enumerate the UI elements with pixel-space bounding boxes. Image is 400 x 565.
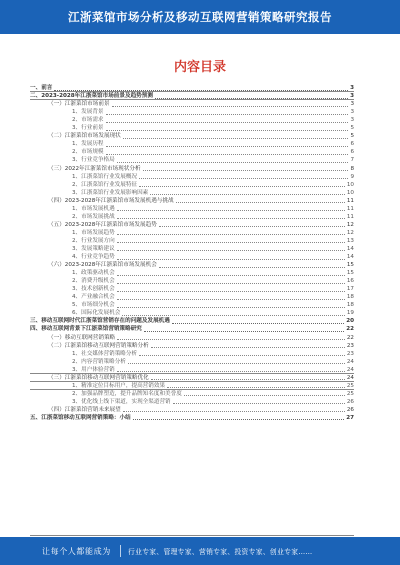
toc-entry[interactable] [30, 205, 354, 213]
toc-entry[interactable] [30, 100, 354, 108]
toc-entry-label: 3、发展策略建议 [72, 245, 115, 252]
toc-entry-page: 24 [346, 358, 354, 365]
toc-leader-dots [117, 283, 345, 284]
toc-entry-label: 2、消费升级机会 [72, 278, 115, 285]
toc-entry[interactable] [30, 197, 354, 205]
toc-leader-dots [117, 299, 345, 300]
toc-leader-dots [106, 122, 349, 123]
toc-entry[interactable] [30, 237, 354, 245]
footer-bar [0, 537, 400, 565]
toc-entry-page: 22 [346, 334, 354, 341]
toc-entry[interactable] [30, 309, 354, 317]
toc-entry-label: 四、移动互联网背景下江浙菜馆营销策略研究 [30, 326, 142, 333]
toc-entry-page: 3 [350, 85, 354, 92]
toc-entry-page: 10 [346, 189, 354, 196]
toc-entry-label: 1、发展背景 [72, 109, 104, 116]
toc-entry[interactable] [30, 229, 354, 237]
toc-entry-label: 3、江浙菜馆行业发展影响因素 [72, 189, 149, 196]
toc-entry-page: 11 [346, 205, 354, 212]
toc-entry-label: 2、市场发展挑战 [72, 213, 115, 220]
toc-entry[interactable] [30, 414, 354, 422]
toc-entry-label: 2、市场需求 [72, 117, 104, 124]
toc-entry-page: 11 [346, 197, 354, 204]
toc-entry-label: （二）江浙菜馆移动互联网营销策略分析 [48, 342, 149, 349]
toc-leader-dots [173, 403, 345, 404]
toc-entry-label: （六）2023-2028年江浙菜馆市场发展机会 [48, 262, 157, 269]
toc-entry[interactable] [30, 374, 354, 382]
toc-entry-label: 2、加强品牌塑造，提升品牌知名度和美誉度 [72, 390, 182, 397]
divider [30, 535, 354, 536]
toc-leader-dots [143, 170, 349, 171]
toc-entry[interactable] [30, 164, 354, 172]
toc-leader-dots [117, 371, 345, 372]
toc-entry[interactable] [30, 92, 354, 100]
toc-leader-dots [139, 355, 345, 356]
toc-entry[interactable] [30, 181, 354, 189]
toc-leader-dots [123, 138, 349, 139]
toc-entry[interactable] [30, 325, 354, 333]
toc-entry-page: 27 [346, 414, 354, 421]
toc-entry-page: 25 [346, 390, 354, 397]
toc-entry-page: 12 [346, 221, 354, 228]
toc-leader-dots [151, 347, 345, 348]
toc-entry-label: 二、2023-2028年江浙菜馆市场前景及趋势预测 [30, 93, 153, 100]
toc-entry-page: 26 [346, 398, 354, 405]
toc-entry-label: 4、产业融合机会 [72, 294, 115, 301]
toc-leader-dots [117, 307, 345, 308]
toc-leader-dots [176, 202, 345, 203]
toc-entry-page: 18 [346, 302, 354, 309]
toc-entry-label: 1、发展历程 [72, 141, 104, 148]
toc-entry[interactable] [30, 253, 354, 261]
toc-entry-label: 3、优化线上线下渠道，实现全渠道营销 [72, 398, 171, 405]
toc-entry[interactable] [30, 108, 354, 116]
toc-entry-label: 3、技术创新机会 [72, 286, 115, 293]
toc-entry[interactable] [30, 293, 354, 301]
toc-entry-label: 1、江浙菜馆行业发展概况 [72, 173, 138, 180]
toc-entry-label: 2、行业发展方向 [72, 237, 115, 244]
toc-entry-page: 23 [346, 342, 354, 349]
toc-entry-label: 1、市场发展趋势 [72, 229, 115, 236]
toc-entry[interactable] [30, 221, 354, 229]
toc-entry[interactable] [30, 84, 354, 92]
toc-entry-page: 26 [346, 406, 354, 413]
toc-entry[interactable] [30, 406, 354, 414]
toc-entry[interactable] [30, 140, 354, 148]
toc-entry-page: 3 [350, 117, 354, 124]
header-bar [0, 0, 400, 34]
toc-leader-dots [117, 234, 345, 235]
report-title: 江浙菜馆市场分析及移动互联网营销策略研究报告 [68, 10, 332, 24]
toc-entry-page: 14 [346, 245, 354, 252]
toc-entry-label: （一）移动互联网营销策略 [48, 334, 116, 341]
toc-entry-label: 2、市场规模 [72, 149, 104, 156]
toc-entry[interactable] [30, 317, 354, 325]
toc-entry-page: 5 [350, 133, 354, 140]
toc-entry-label: 3、行业前景 [72, 125, 104, 132]
footer-divider [120, 545, 121, 557]
toc-entry-label: （五）2023-2028年江浙菜馆市场发展趋势 [48, 221, 157, 228]
toc-leader-dots [106, 130, 349, 131]
toc-leader-dots [117, 218, 345, 219]
toc-leader-dots [128, 363, 345, 364]
toc-leader-dots [117, 275, 345, 276]
toc-entry-page: 18 [346, 294, 354, 301]
toc-leader-dots [139, 178, 348, 179]
toc-entry[interactable] [30, 350, 354, 358]
toc-entry-page: 9 [350, 173, 354, 180]
toc-entry-label: 1、市场发展机遇 [72, 205, 115, 212]
toc-entry-page: 16 [346, 278, 354, 285]
toc-leader-dots [172, 323, 344, 324]
toc-leader-dots [184, 395, 345, 396]
toc-leader-dots [106, 154, 349, 155]
table-of-contents [30, 84, 354, 422]
toc-entry-page: 3 [350, 93, 354, 100]
toc-leader-dots [106, 146, 349, 147]
toc-entry-label: （一）江浙菜馆市场前景 [48, 101, 110, 108]
toc-entry[interactable] [30, 285, 354, 293]
toc-entry-label: （四）江浙菜馆营销未来展望 [48, 406, 121, 413]
toc-entry-page: 6 [350, 141, 354, 148]
toc-entry[interactable] [30, 261, 354, 269]
toc-entry-page: 19 [346, 310, 354, 317]
toc-entry-page: 22 [346, 326, 354, 333]
toc-leader-dots [159, 267, 345, 268]
toc-leader-dots [112, 106, 349, 107]
toc-entry-label: （三）江浙菜馆移动互联网营销策略优化 [48, 374, 149, 381]
toc-entry[interactable] [30, 213, 354, 221]
toc-entry[interactable] [30, 173, 354, 181]
toc-entry-page: 15 [346, 262, 354, 269]
toc-entry[interactable] [30, 382, 354, 390]
toc-leader-dots [117, 210, 345, 211]
toc-entry-page: 24 [346, 366, 354, 373]
toc-entry[interactable] [30, 390, 354, 398]
toc-leader-dots [117, 242, 345, 243]
toc-entry[interactable] [30, 116, 354, 124]
toc-entry[interactable] [30, 277, 354, 285]
toc-entry-label: 三、移动互联网时代江浙菜馆营销存在的问题及发展机遇 [30, 318, 170, 325]
toc-entry[interactable] [30, 269, 354, 277]
toc-entry-label: 一、前言 [30, 85, 53, 92]
toc-entry-label: 3、用户体验营销 [72, 366, 115, 373]
toc-entry-label: 1、政策驱动机会 [72, 270, 115, 277]
toc-entry-page: 13 [346, 237, 354, 244]
toc-entry-page: 6 [350, 149, 354, 156]
toc-leader-dots [117, 250, 345, 251]
toc-entry-page: 3 [350, 101, 354, 108]
toc-entry-label: （三）2022年江浙菜馆市场现状分析 [48, 165, 141, 172]
toc-entry-page: 11 [346, 213, 354, 220]
toc-leader-dots [133, 419, 345, 420]
toc-leader-dots [122, 315, 345, 316]
footer-slogan: 让每个人都能成为 [42, 546, 111, 556]
toc-entry-label: 5、市场细分机会 [72, 302, 115, 309]
toc-entry-label: 五、江浙菜馆移动互联网营销策略：小结 [30, 414, 131, 421]
toc-entry[interactable] [30, 301, 354, 309]
toc-leader-dots [150, 194, 345, 195]
toc-entry-label: 1、精准定位目标用户，提高营销效果 [72, 382, 166, 389]
toc-entry-page: 17 [346, 286, 354, 293]
toc-entry-page: 15 [346, 270, 354, 277]
toc-entry[interactable] [30, 245, 354, 253]
toc-entry-label: （四）2023-2028年江浙菜馆市场发展机遇与挑战 [48, 197, 174, 204]
toc-entry[interactable] [30, 148, 354, 156]
toc-entry-page: 23 [346, 350, 354, 357]
toc-leader-dots [151, 379, 345, 380]
toc-entry-label: （二）江浙菜馆市场发展现状 [48, 133, 121, 140]
toc-entry-label: 2、内容营销策略分析 [72, 358, 126, 365]
toc-entry-page: 24 [346, 374, 354, 381]
toc-leader-dots [159, 226, 345, 227]
toc-entry-label: 6、国际化发展机会 [72, 310, 121, 317]
toc-entry-label: 1、社交媒体营销策略分析 [72, 350, 138, 357]
toc-leader-dots [117, 339, 345, 340]
toc-entry-label: 2、江浙菜馆行业发展特征 [72, 181, 138, 188]
toc-leader-dots [117, 259, 345, 260]
toc-entry-label: 3、行业竞争格局 [72, 157, 115, 164]
toc-entry-page: 7 [350, 157, 354, 164]
toc-entry[interactable] [30, 358, 354, 366]
toc-leader-dots [155, 98, 348, 99]
toc-entry-page: 12 [346, 229, 354, 236]
toc-leader-dots [117, 162, 349, 163]
toc-entry-page: 14 [346, 254, 354, 261]
toc-entry[interactable] [30, 156, 354, 164]
toc-entry[interactable] [30, 342, 354, 350]
toc-leader-dots [123, 411, 345, 412]
toc-entry[interactable] [30, 398, 354, 406]
toc-entry-page: 3 [350, 109, 354, 116]
toc-entry[interactable] [30, 124, 354, 132]
toc-entry[interactable] [30, 333, 354, 341]
toc-entry-page: 8 [350, 165, 354, 172]
toc-entry-page: 10 [346, 181, 354, 188]
toc-entry[interactable] [30, 366, 354, 374]
toc-leader-dots [167, 387, 345, 388]
toc-entry[interactable] [30, 132, 354, 140]
toc-entry-page: 5 [350, 125, 354, 132]
toc-heading: 内容目录 [173, 60, 226, 75]
toc-leader-dots [54, 90, 348, 91]
toc-entry[interactable] [30, 189, 354, 197]
toc-entry-label: 4、行业竞争趋势 [72, 254, 115, 261]
toc-leader-dots [144, 331, 344, 332]
toc-entry-page: 25 [346, 382, 354, 389]
toc-entry-page: 20 [346, 318, 354, 325]
toc-leader-dots [139, 186, 345, 187]
footer-tags: 行业专家、管理专家、营销专家、投资专家、创业专家…… [128, 548, 313, 556]
toc-leader-dots [106, 114, 349, 115]
toc-leader-dots [117, 291, 345, 292]
